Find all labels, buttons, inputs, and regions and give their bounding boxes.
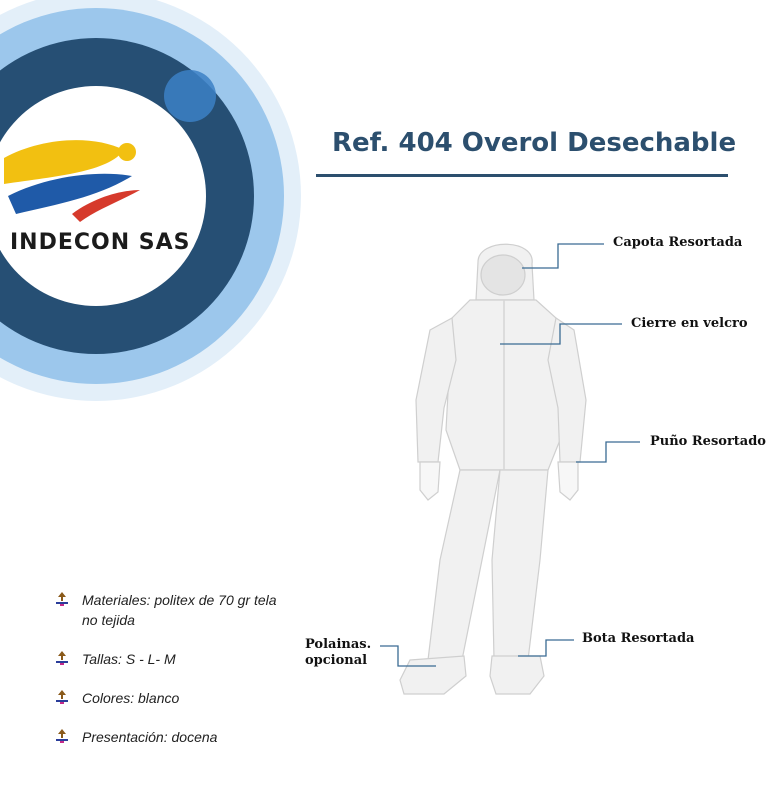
bullet-arrow-icon [55, 592, 69, 606]
suit-face-opening [481, 255, 525, 295]
suit-left-hand [420, 462, 440, 500]
leader-cuff [576, 442, 640, 462]
suit-torso [446, 300, 564, 470]
feature-text: Tallas: S - L- M [82, 651, 176, 667]
page-title: Ref. 404 Overol Desechable [332, 128, 737, 158]
suit-right-boot [490, 656, 544, 694]
callout-boot: Bota Resortada [582, 631, 695, 646]
suit-right-hand [558, 462, 578, 500]
feature-text: Materiales: politex de 70 gr tela no tejida [82, 592, 277, 628]
feature-text: Colores: blanco [82, 690, 180, 706]
bullet-arrow-icon [55, 729, 69, 743]
brand-name: INDECON SAS [10, 230, 191, 255]
callout-cuff: Puño Resortado [650, 434, 766, 449]
leader-hood [522, 244, 604, 268]
feature-text: Presentación: docena [82, 729, 218, 745]
suit-left-leg [428, 470, 500, 660]
callout-gaiter-line1: Polainas. [305, 637, 372, 652]
bullet-arrow-icon [55, 651, 69, 665]
callout-gaiter-line2: opcional [305, 653, 368, 668]
callout-zipper: Cierre en velcro [631, 316, 748, 331]
suit-right-leg [492, 470, 548, 660]
suit-left-boot [400, 656, 466, 694]
callout-hood: Capota Resortada [613, 235, 743, 250]
bullet-arrow-icon [55, 690, 69, 704]
